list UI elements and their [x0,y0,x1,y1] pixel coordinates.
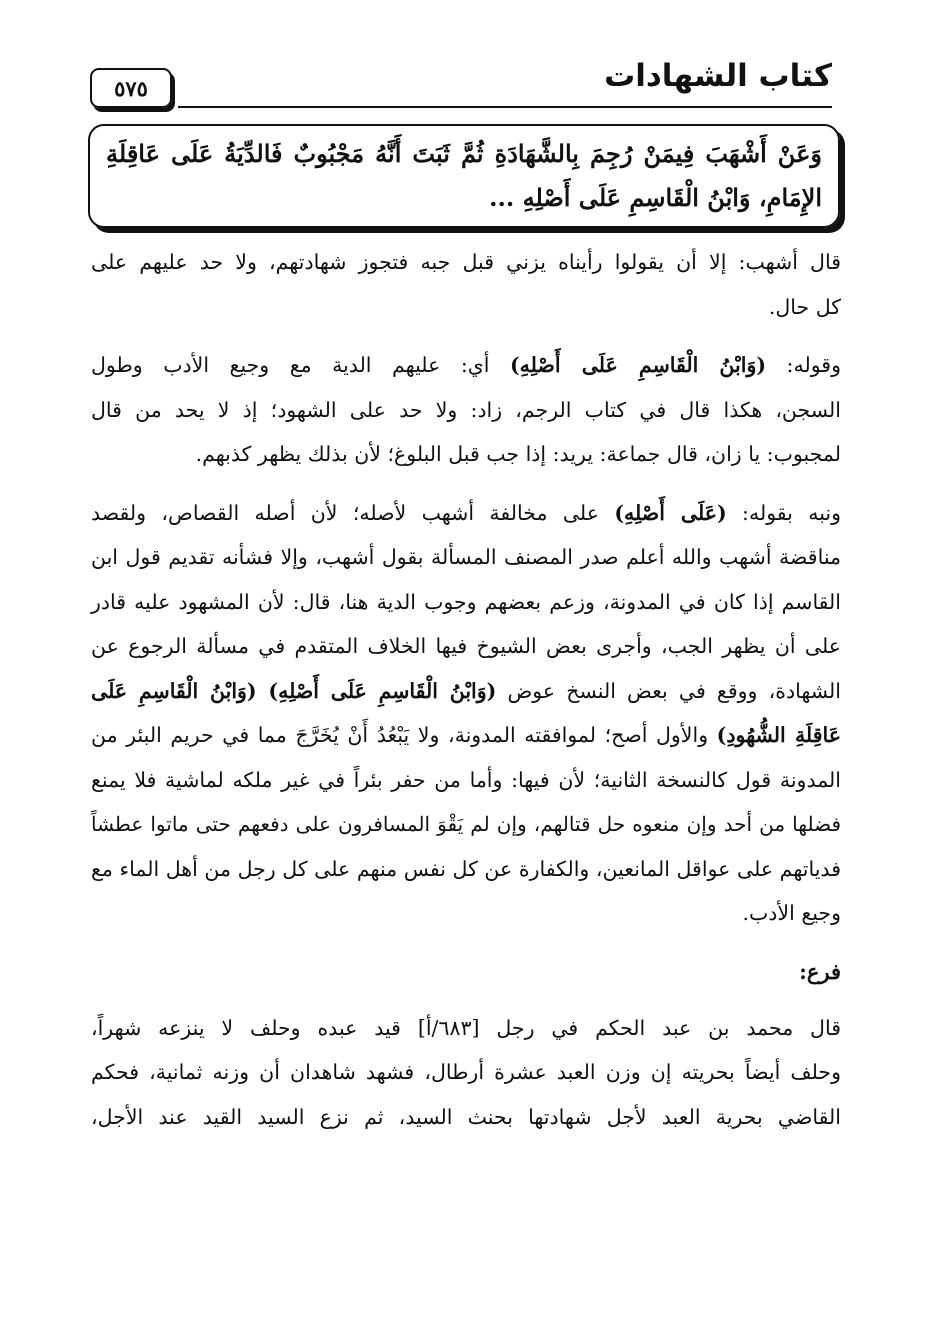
text-line: لمجبوب: يا زان، قال جماعة: يريد: إذا جب قبل البلوغ؛ لأن بذلك يظهر كذبهم. [195,442,841,466]
page-header [90,58,832,118]
text-line: قال أشهب: إلا أن يقولوا رأيناه يزني قبل جبه فتجوز شهادتهم، ولا حد عليهم على [91,250,841,274]
page-number: ٥٧٥ [90,68,172,108]
text-line: القاضي بحرية العبد لأجل شهادتها بحنث السيد، ثم نزع السيد القيد عند الأجل، [91,1104,841,1129]
quoted-matn: (وَابْنُ الْقَاسِمِ عَلَى [91,678,269,703]
paragraph-1 [91,240,841,329]
quoted-matn: عَاقِلَةِ الشُّهُودِ) [716,723,841,747]
text-line: كل حال. [768,294,841,319]
quoted-matn: (عَلَى أَصْلِهِ) [614,500,727,525]
text-run: الشهادة، ووقع في بعض النسخ عوض [496,678,841,703]
matn-line: الإِمَامِ، وَابْنُ الْقَاسِمِ عَلَى أَصْلِهِ ... [489,183,822,212]
paragraph-3 [91,491,841,936]
text-line [91,713,841,758]
text-line: على أن يظهر الجب، وأجرى بعض الشيوخ فيها الخلاف المتقدم في مسألة الرجوع عن [91,634,841,658]
text-line: المدونة قول كالنسخة الثانية؛ لأن فيها: وأما من حفر بئراً في غير ملكه لماشية فلا يمنع [91,767,841,792]
text-line: فدياتهم على عواقل المانعين، والكفارة عن كل نفس منهم على كل رجل من أهل الماء مع [91,856,841,881]
paragraph-4 [91,1006,841,1140]
text-line [91,669,841,714]
text-line: السجن، هكذا قال في كتاب الرجم، زاد: ولا حد على الشهود؛ إذ لا يحد من قال [91,397,841,422]
text-line: وحلف أيضاً بحريته إن وزن العبد عشرة أرطال، فشهد شاهدان أن وزنه ثمانية، فحكم [91,1060,841,1084]
header-rule [178,106,832,108]
book-title: كتاب الشهادات [604,58,832,94]
text-run: وقوله: [766,353,841,377]
quoted-matn: (وَابْنُ الْقَاسِمِ عَلَى أَصْلِهِ) [509,353,767,377]
quoted-matn: (وَابْنُ الْقَاسِمِ عَلَى أَصْلِهِ) [268,678,497,703]
text-run: والأول أصح؛ لموافقته المدونة، ولا يَبْعُدُ أَنْ يُخَرَّجَ مما في حريم البئر من [91,723,717,747]
paragraph-2 [91,343,841,477]
matn-line: وَعَنْ أَشْهَبَ فِيمَنْ رُجِمَ بِالشَّهَادَةِ ثُمَّ ثَبَتَ أَنَّهُ مَجْبُوبٌ فَالدِّيَةُ عَلَى عَاقِلَةِ [106,139,822,168]
text-run: ونبه بقوله: [726,500,841,525]
text-line: قال محمد بن عبد الحكم في رجل [٦٨٣/أ] قيد عبده وحلف لا ينزعه شهراً، [91,1015,841,1040]
commentary-body [91,240,841,1153]
section-heading-farae: فرع: [799,958,841,984]
text-line: القاسم إذا كان في المدونة، وزعم بعضهم وجوب الدية هنا، قال: لأن المشهود عليه قادر [91,589,841,614]
text-line: فضلها من أحد وإن منعوه حل قتالهم، وإن لم يَقْوَ المسافرون على دفعهم حتى ماتوا عطشاً [91,812,841,836]
text-line [91,491,841,536]
text-line: وجيع الأدب. [742,901,841,925]
text-line: مناقضة أشهب والله أعلم صدر المصنف المسألة بقول أشهب، وإلا فشأنه تقديم قول ابن [91,545,841,569]
matn-box [88,124,840,228]
text-run: أي: عليهم الدية مع وجيع الأدب وطول [91,353,510,377]
text-run: على مخالفة أشهب لأصله؛ لأن أصله القصاص، ولقصد [91,500,615,525]
text-line [91,343,841,388]
